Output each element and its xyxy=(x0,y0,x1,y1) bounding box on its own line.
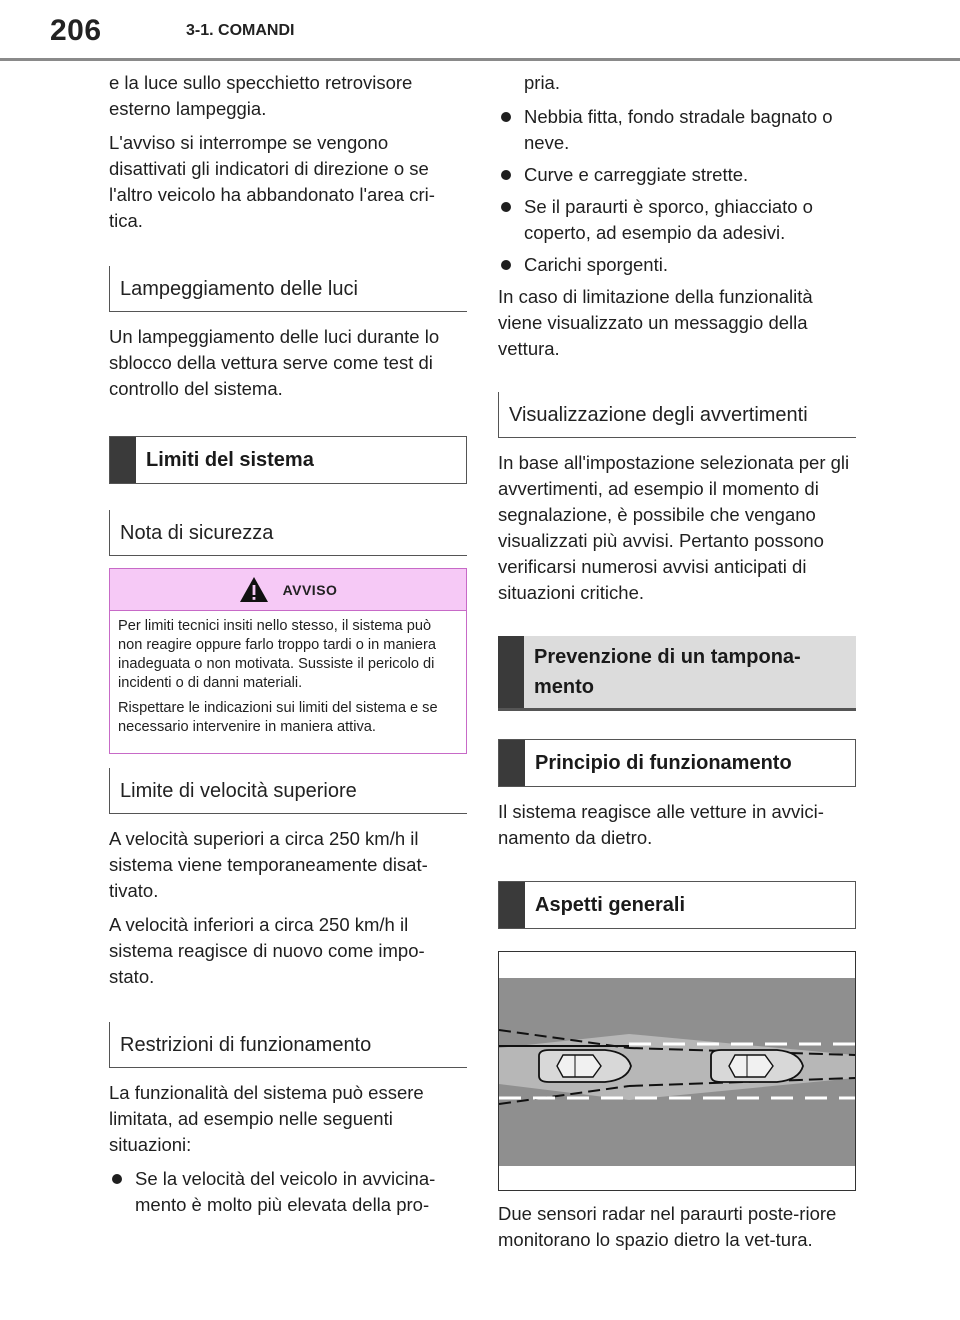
paragraph-principio: Il sistema reagisce alle vetture in avvici-namento da dietro. xyxy=(498,801,824,848)
heading-text: Principio di funzionamento xyxy=(535,752,792,774)
section-label: 3-1. COMANDI xyxy=(186,22,295,39)
bullet-item xyxy=(498,104,856,156)
heading-nota-sicurezza: Nota di sicurezza xyxy=(109,510,467,556)
bullet-item xyxy=(109,1166,467,1218)
heading-text: Prevenzione di un tampona-mento xyxy=(534,646,801,698)
heading-visualizzazione: Visualizzazione degli avvertimenti xyxy=(498,392,856,438)
heading-restrizioni: Restrizioni di funzionamento xyxy=(109,1022,467,1068)
rear-radar-illustration xyxy=(498,951,856,1191)
left-column xyxy=(109,70,467,1224)
heading-text: Limiti del sistema xyxy=(146,449,314,471)
road-diagram xyxy=(499,952,855,1190)
paragraph-velocita: A velocità superiori a circa 250 km/h il sistema viene temporaneamente disat-tivato. xyxy=(109,828,428,901)
own-car-icon xyxy=(539,1050,631,1082)
paragraph-limitazione: In caso di limitazione della funzionalità viene visualizzato un messaggio della vettura. xyxy=(498,286,813,359)
heading-bar xyxy=(498,636,524,708)
warning-paragraph: Per limiti tecnici insiti nello stesso, il sistema può non reagire oppure farlo troppo tardi o in maniera inadeguata o non motivata. Sussiste il pericolo di incidenti o di danni materiali. xyxy=(118,618,437,691)
heading-aspetti xyxy=(498,881,856,929)
bullet-text: Se la velocità del veicolo in avvicina-mento è molto più elevata della pro- xyxy=(135,1168,436,1215)
bullet-dot xyxy=(501,170,511,180)
warning-triangle-icon xyxy=(239,576,269,603)
bullet-text: Se il paraurti è sporco, ghiacciato o coperto, ad esempio da adesivi. xyxy=(524,196,813,243)
paragraph-velocita: A velocità inferiori a circa 250 km/h il sistema reagisce di nuovo come impo-stato. xyxy=(109,914,425,987)
right-column xyxy=(498,70,856,1261)
bullet-dot xyxy=(501,260,511,270)
header-rule xyxy=(0,58,960,61)
heading-text: Aspetti generali xyxy=(535,894,686,916)
paragraph-sensori: Due sensori radar nel paraurti poste-riore monitorano lo spazio dietro la vet-tura. xyxy=(498,1203,837,1250)
bullet-item xyxy=(498,194,856,246)
heading-bar xyxy=(499,882,525,928)
heading-limiti-sistema xyxy=(109,436,467,484)
bullet-text: Carichi sporgenti. xyxy=(524,254,668,275)
bullet-continuation: pria. xyxy=(524,72,560,93)
intro-paragraph: L'avviso si interrompe se vengono disattivati gli indicatori di direzione o se l'altro veicolo ha abbandonato l'area cri-tica. xyxy=(109,132,435,231)
heading-prevenzione xyxy=(498,636,856,711)
bullet-item xyxy=(498,252,856,278)
heading-bar xyxy=(110,437,136,483)
bullet-item xyxy=(498,162,856,188)
bullet-text: Nebbia fitta, fondo stradale bagnato o neve. xyxy=(524,106,833,153)
intro-paragraph: e la luce sullo specchietto retrovisore esterno lampeggia. xyxy=(109,72,413,119)
paragraph-restrizioni: La funzionalità del sistema può essere limitata, ad esempio nelle seguenti situazioni: xyxy=(109,1082,424,1155)
bullet-dot xyxy=(112,1174,122,1184)
heading-bar xyxy=(499,740,525,786)
page-header xyxy=(0,0,960,62)
warning-body xyxy=(110,611,466,753)
warning-title: AVVISO xyxy=(282,581,338,598)
heading-limite-velocita: Limite di velocità superiore xyxy=(109,768,467,814)
bullet-dot xyxy=(501,112,511,122)
heading-lampeggiamento: Lampeggiamento delle luci xyxy=(109,266,467,312)
paragraph-visualizzazione: In base all'impostazione selezionata per gli avvertimenti, ad esempio il momento di segnalazione, è possibile che vengano visualizzati più avvisi. Pertanto possono verificarsi numerosi avvisi anticipati di situazioni critiche. xyxy=(498,452,850,603)
warning-box xyxy=(109,568,467,754)
warning-paragraph: Rispettare le indicazioni sui limiti del sistema e se necessario intervenire in maniera attiva. xyxy=(118,700,438,735)
warning-header xyxy=(110,569,466,611)
approaching-car-icon xyxy=(711,1050,803,1082)
page-number: 206 xyxy=(50,14,102,47)
bullet-dot xyxy=(501,202,511,212)
heading-principio xyxy=(498,739,856,787)
bullet-text: Curve e carreggiate strette. xyxy=(524,164,749,185)
paragraph-lampeggiamento: Un lampeggiamento delle luci durante lo sblocco della vettura serve come test di controllo del sistema. xyxy=(109,326,440,399)
